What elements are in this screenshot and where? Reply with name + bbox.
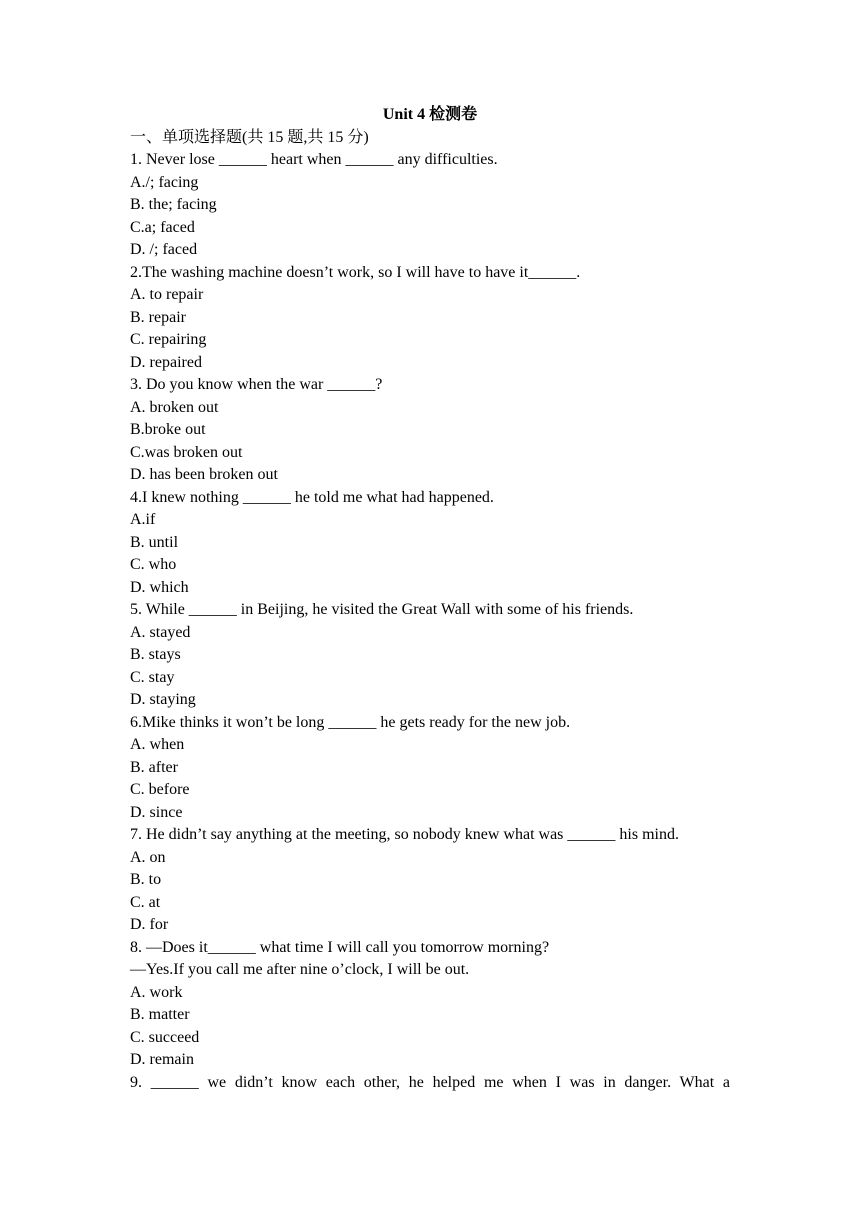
option-c: C. before bbox=[130, 781, 190, 798]
question-stem: 8. —Does it______ what time I will call you tomorrow morning? bbox=[130, 938, 550, 956]
option-b: B. after bbox=[130, 758, 178, 776]
option-d: D. has been broken out bbox=[130, 466, 278, 483]
question-1 bbox=[130, 149, 730, 262]
option-b: B. until bbox=[130, 533, 179, 551]
option-c: C. succeed bbox=[130, 1028, 200, 1046]
option-d: D. for bbox=[130, 916, 169, 933]
option-b: B. the; facing bbox=[130, 196, 217, 213]
option-c: C. at bbox=[130, 893, 161, 911]
option-a: A. broken out bbox=[130, 398, 219, 416]
option-d: D. which bbox=[130, 578, 189, 596]
option-d: D. repaired bbox=[130, 353, 202, 371]
question-stem: 3. Do you know when the war ______? bbox=[130, 376, 383, 393]
document-title: Unit 4 检测卷 bbox=[382, 106, 478, 123]
question-stem: 4.I knew nothing ______ he told me what had happened. bbox=[130, 488, 494, 506]
option-a: A. stayed bbox=[130, 623, 191, 641]
option-a: A. work bbox=[130, 983, 183, 1001]
question-stem: 1. Never lose ______ heart when ______ any difficulties. bbox=[130, 151, 498, 168]
question-stem: 2.The washing machine doesn’t work, so I will have to have it______. bbox=[130, 263, 581, 281]
question-2 bbox=[130, 262, 730, 375]
question-4 bbox=[130, 487, 730, 600]
option-d: D. staying bbox=[130, 691, 196, 708]
question-7 bbox=[130, 824, 730, 937]
question-stem: 7. He didn’t say anything at the meeting, so nobody knew what was ______ his mind. bbox=[130, 826, 679, 843]
option-c: C. stay bbox=[130, 668, 175, 686]
option-c: C. who bbox=[130, 556, 177, 573]
option-c: C.was broken out bbox=[130, 443, 243, 461]
option-d: D. since bbox=[130, 803, 183, 821]
option-b: B. stays bbox=[130, 646, 181, 663]
option-b: B.broke out bbox=[130, 421, 206, 438]
option-b: B. matter bbox=[130, 1006, 190, 1023]
question-8 bbox=[130, 937, 730, 1072]
question-6 bbox=[130, 712, 730, 825]
option-a: A. to repair bbox=[130, 286, 204, 303]
option-c: C. repairing bbox=[130, 331, 207, 348]
question-stem: 5. While ______ in Beijing, he visited the Great Wall with some of his friends. bbox=[130, 601, 634, 618]
question-9 bbox=[130, 1072, 730, 1095]
question-3 bbox=[130, 374, 730, 487]
option-d: D. remain bbox=[130, 1051, 194, 1068]
option-a: A. when bbox=[130, 736, 185, 753]
option-a: A.if bbox=[130, 511, 156, 528]
option-b: B. repair bbox=[130, 308, 186, 326]
option-a: A./; facing bbox=[130, 173, 199, 191]
option-c: C.a; faced bbox=[130, 218, 195, 236]
document-page bbox=[130, 104, 730, 1094]
option-d: D. /; faced bbox=[130, 241, 198, 258]
question-stem: 9. ______ we didn’t know each other, he helped me when I was in danger. What a bbox=[130, 1073, 730, 1091]
question-stem: 6.Mike thinks it won’t be long ______ he gets ready for the new job. bbox=[130, 713, 571, 731]
question-5 bbox=[130, 599, 730, 712]
option-a: A. on bbox=[130, 848, 166, 866]
section-heading: 一、单项选择题(共 15 题,共 15 分) bbox=[130, 128, 369, 146]
question-stem-reply: —Yes.If you call me after nine o’clock, I will be out. bbox=[130, 961, 470, 978]
option-b: B. to bbox=[130, 871, 162, 888]
